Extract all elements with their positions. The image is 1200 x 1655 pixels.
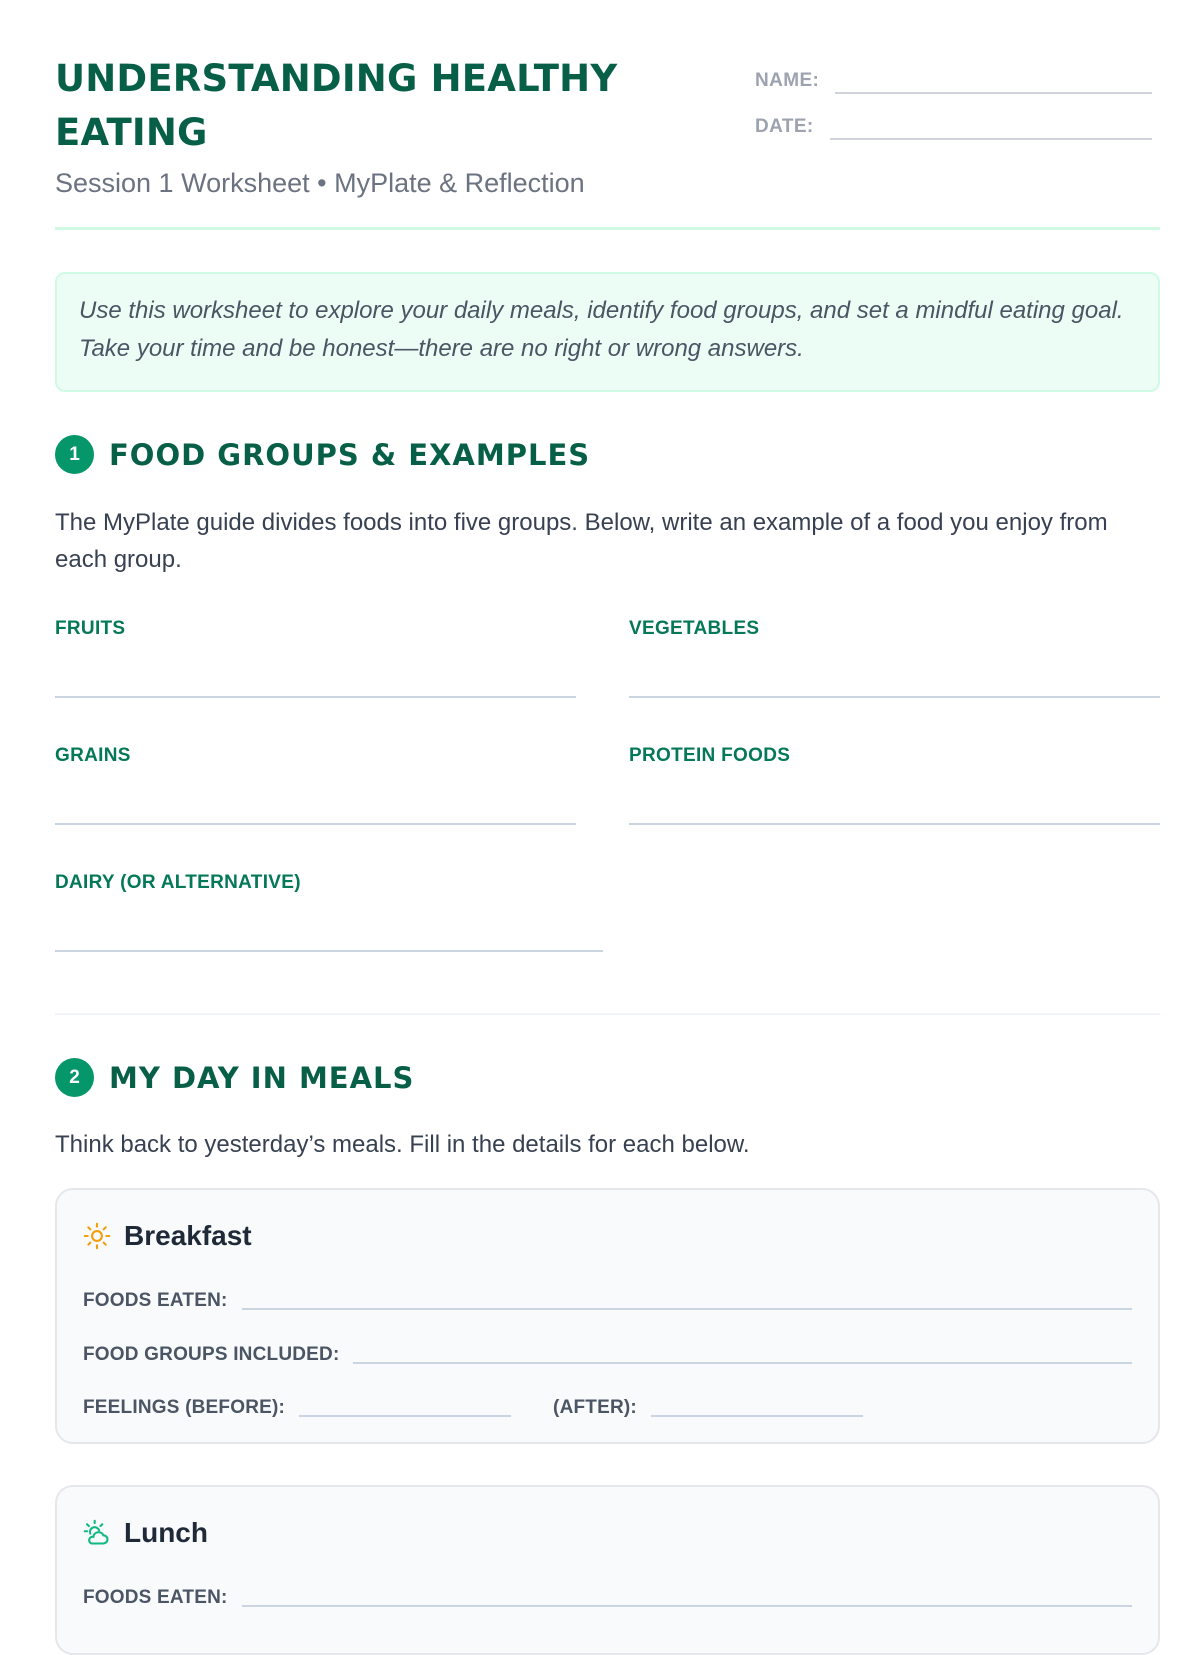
protein-input-line[interactable] [629, 823, 1160, 825]
grains-field [55, 745, 576, 835]
sun-icon [83, 1222, 111, 1250]
section-2-heading [55, 1058, 414, 1097]
section-1-heading [55, 435, 590, 474]
breakfast-feelings-row [83, 1389, 1132, 1419]
breakfast-feelings-before-input[interactable] [299, 1415, 511, 1417]
breakfast-foods-input[interactable] [242, 1308, 1132, 1310]
section-2-number: 2 [55, 1058, 94, 1097]
section-1-title: FOOD GROUPS & EXAMPLES [109, 437, 591, 472]
page-title: UNDERSTANDING HEALTHY EATING [55, 57, 618, 154]
vegetables-field [629, 618, 1160, 708]
fruits-label: FRUITS [55, 618, 126, 639]
name-field[interactable] [835, 92, 1152, 94]
header-divider [55, 227, 1160, 230]
name-date-block [755, 58, 1160, 150]
intro-box: Use this worksheet to explore your daily meals, identify food groups, and set a mindful eating goal. Take your time and be honest—there are no right or wrong answers. [55, 272, 1160, 392]
dairy-field [55, 872, 603, 962]
date-field[interactable] [830, 138, 1152, 140]
date-row [755, 104, 1160, 150]
breakfast-foods-row [83, 1282, 1132, 1312]
breakfast-groups-input[interactable] [353, 1362, 1132, 1364]
section-1-number: 1 [55, 435, 94, 474]
grains-input-line[interactable] [55, 823, 576, 825]
section-divider [55, 1013, 1160, 1015]
lunch-foods-row [83, 1579, 1132, 1609]
breakfast-feelings-after-label: (AFTER): [553, 1397, 637, 1418]
name-label: NAME: [755, 70, 820, 91]
section-2-title: MY DAY IN MEALS [109, 1060, 415, 1095]
breakfast-foods-label: FOODS EATEN: [83, 1290, 228, 1311]
grains-label: GRAINS [55, 745, 131, 766]
lunch-foods-input[interactable] [242, 1605, 1132, 1607]
breakfast-feelings-before-label: FEELINGS (BEFORE): [83, 1397, 286, 1418]
vegetables-label: VEGETABLES [629, 618, 760, 639]
page-subtitle: Session 1 Worksheet • MyPlate & Reflection [55, 168, 585, 198]
lunch-card [55, 1485, 1160, 1655]
date-label: DATE: [755, 116, 814, 137]
fruits-input-line[interactable] [55, 696, 576, 698]
breakfast-title: Breakfast [124, 1220, 252, 1251]
lunch-title: Lunch [124, 1517, 208, 1548]
worksheet-header [55, 52, 1160, 230]
fruits-field [55, 618, 576, 708]
sun-cloud-icon [83, 1519, 111, 1547]
protein-field [629, 745, 1160, 835]
lunch-foods-label: FOODS EATEN: [83, 1587, 228, 1608]
section-1-description: The MyPlate guide divides foods into five groups. Below, write an example of a food you enjoy from each group. [55, 509, 1108, 573]
breakfast-feelings-after-input[interactable] [651, 1415, 863, 1417]
lunch-heading [83, 1517, 208, 1549]
protein-label: PROTEIN FOODS [629, 745, 791, 766]
breakfast-groups-row [83, 1336, 1132, 1366]
breakfast-groups-label: FOOD GROUPS INCLUDED: [83, 1344, 340, 1365]
section-2-description: Think back to yesterday’s meals. Fill in the details for each below. [55, 1131, 750, 1158]
name-row [755, 58, 1160, 104]
breakfast-card [55, 1188, 1160, 1444]
vegetables-input-line[interactable] [629, 696, 1160, 698]
dairy-label: DAIRY (OR ALTERNATIVE) [55, 872, 301, 893]
dairy-input-line[interactable] [55, 950, 603, 952]
breakfast-heading [83, 1220, 252, 1252]
